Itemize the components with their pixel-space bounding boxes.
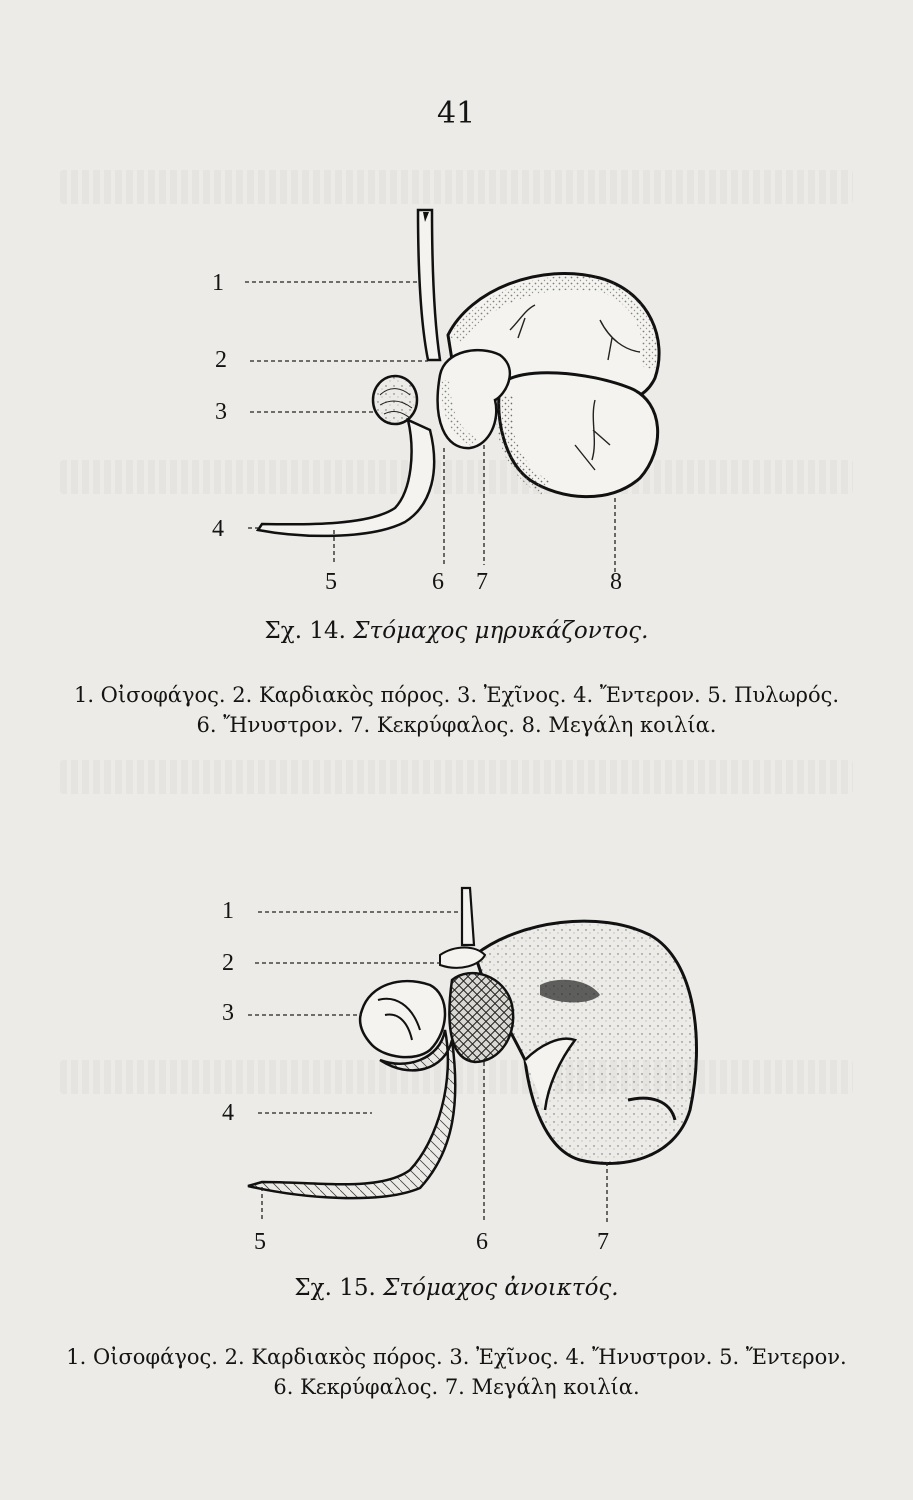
- fig15-label-5: 5: [254, 1229, 266, 1255]
- fig15-label-7: 7: [597, 1229, 609, 1255]
- figure-15-number: Σχ. 15.: [294, 1275, 376, 1301]
- fig15-label-2: 2: [222, 950, 234, 976]
- figure-15-title: Στόμαχος ἀνοικτός.: [383, 1275, 619, 1301]
- fig15-label-6: 6: [476, 1229, 488, 1255]
- fig15-label-4: 4: [222, 1100, 234, 1126]
- fig15-label-3: 3: [222, 1000, 234, 1026]
- figure-14-title: Στόμαχος μηρυκάζοντος.: [353, 618, 649, 644]
- fig14-label-8: 8: [610, 569, 622, 595]
- fig15-label-1: 1: [222, 898, 234, 924]
- page-number: 41: [437, 96, 476, 131]
- figure-15-caption: [0, 1275, 913, 1301]
- fig14-label-2: 2: [215, 347, 227, 373]
- fig14-label-1: 1: [212, 270, 224, 296]
- figure-14-legend-line-2: 6. Ἤνυστρον. 7. Κεκρύφαλος. 8. Μεγάλη κοιλία.: [196, 713, 717, 737]
- figure-14-legend-line-1: 1. Οἰσοφάγος. 2. Καρδιακὸς πόρος. 3. Ἐχῖνος. 4. Ἔντερον. 5. Πυλωρός.: [73, 683, 840, 707]
- fig14-label-6: 6: [432, 569, 444, 595]
- fig14-label-4: 4: [212, 516, 224, 542]
- figure-15-legend-line-2: 6. Κεκρύφαλος. 7. Μεγάλη κοιλία.: [273, 1375, 640, 1399]
- fig14-label-7: 7: [476, 569, 488, 595]
- figure-14-number: Σχ. 14.: [264, 618, 346, 644]
- figure-15-legend: [0, 1342, 913, 1402]
- fig14-label-3: 3: [215, 399, 227, 425]
- fig14-label-5: 5: [325, 569, 337, 595]
- figure-15-legend-line-1: 1. Οἰσοφάγος. 2. Καρδιακὸς πόρος. 3. Ἐχῖνος. 4. Ἤνυστρον. 5. Ἔντερον.: [66, 1345, 847, 1369]
